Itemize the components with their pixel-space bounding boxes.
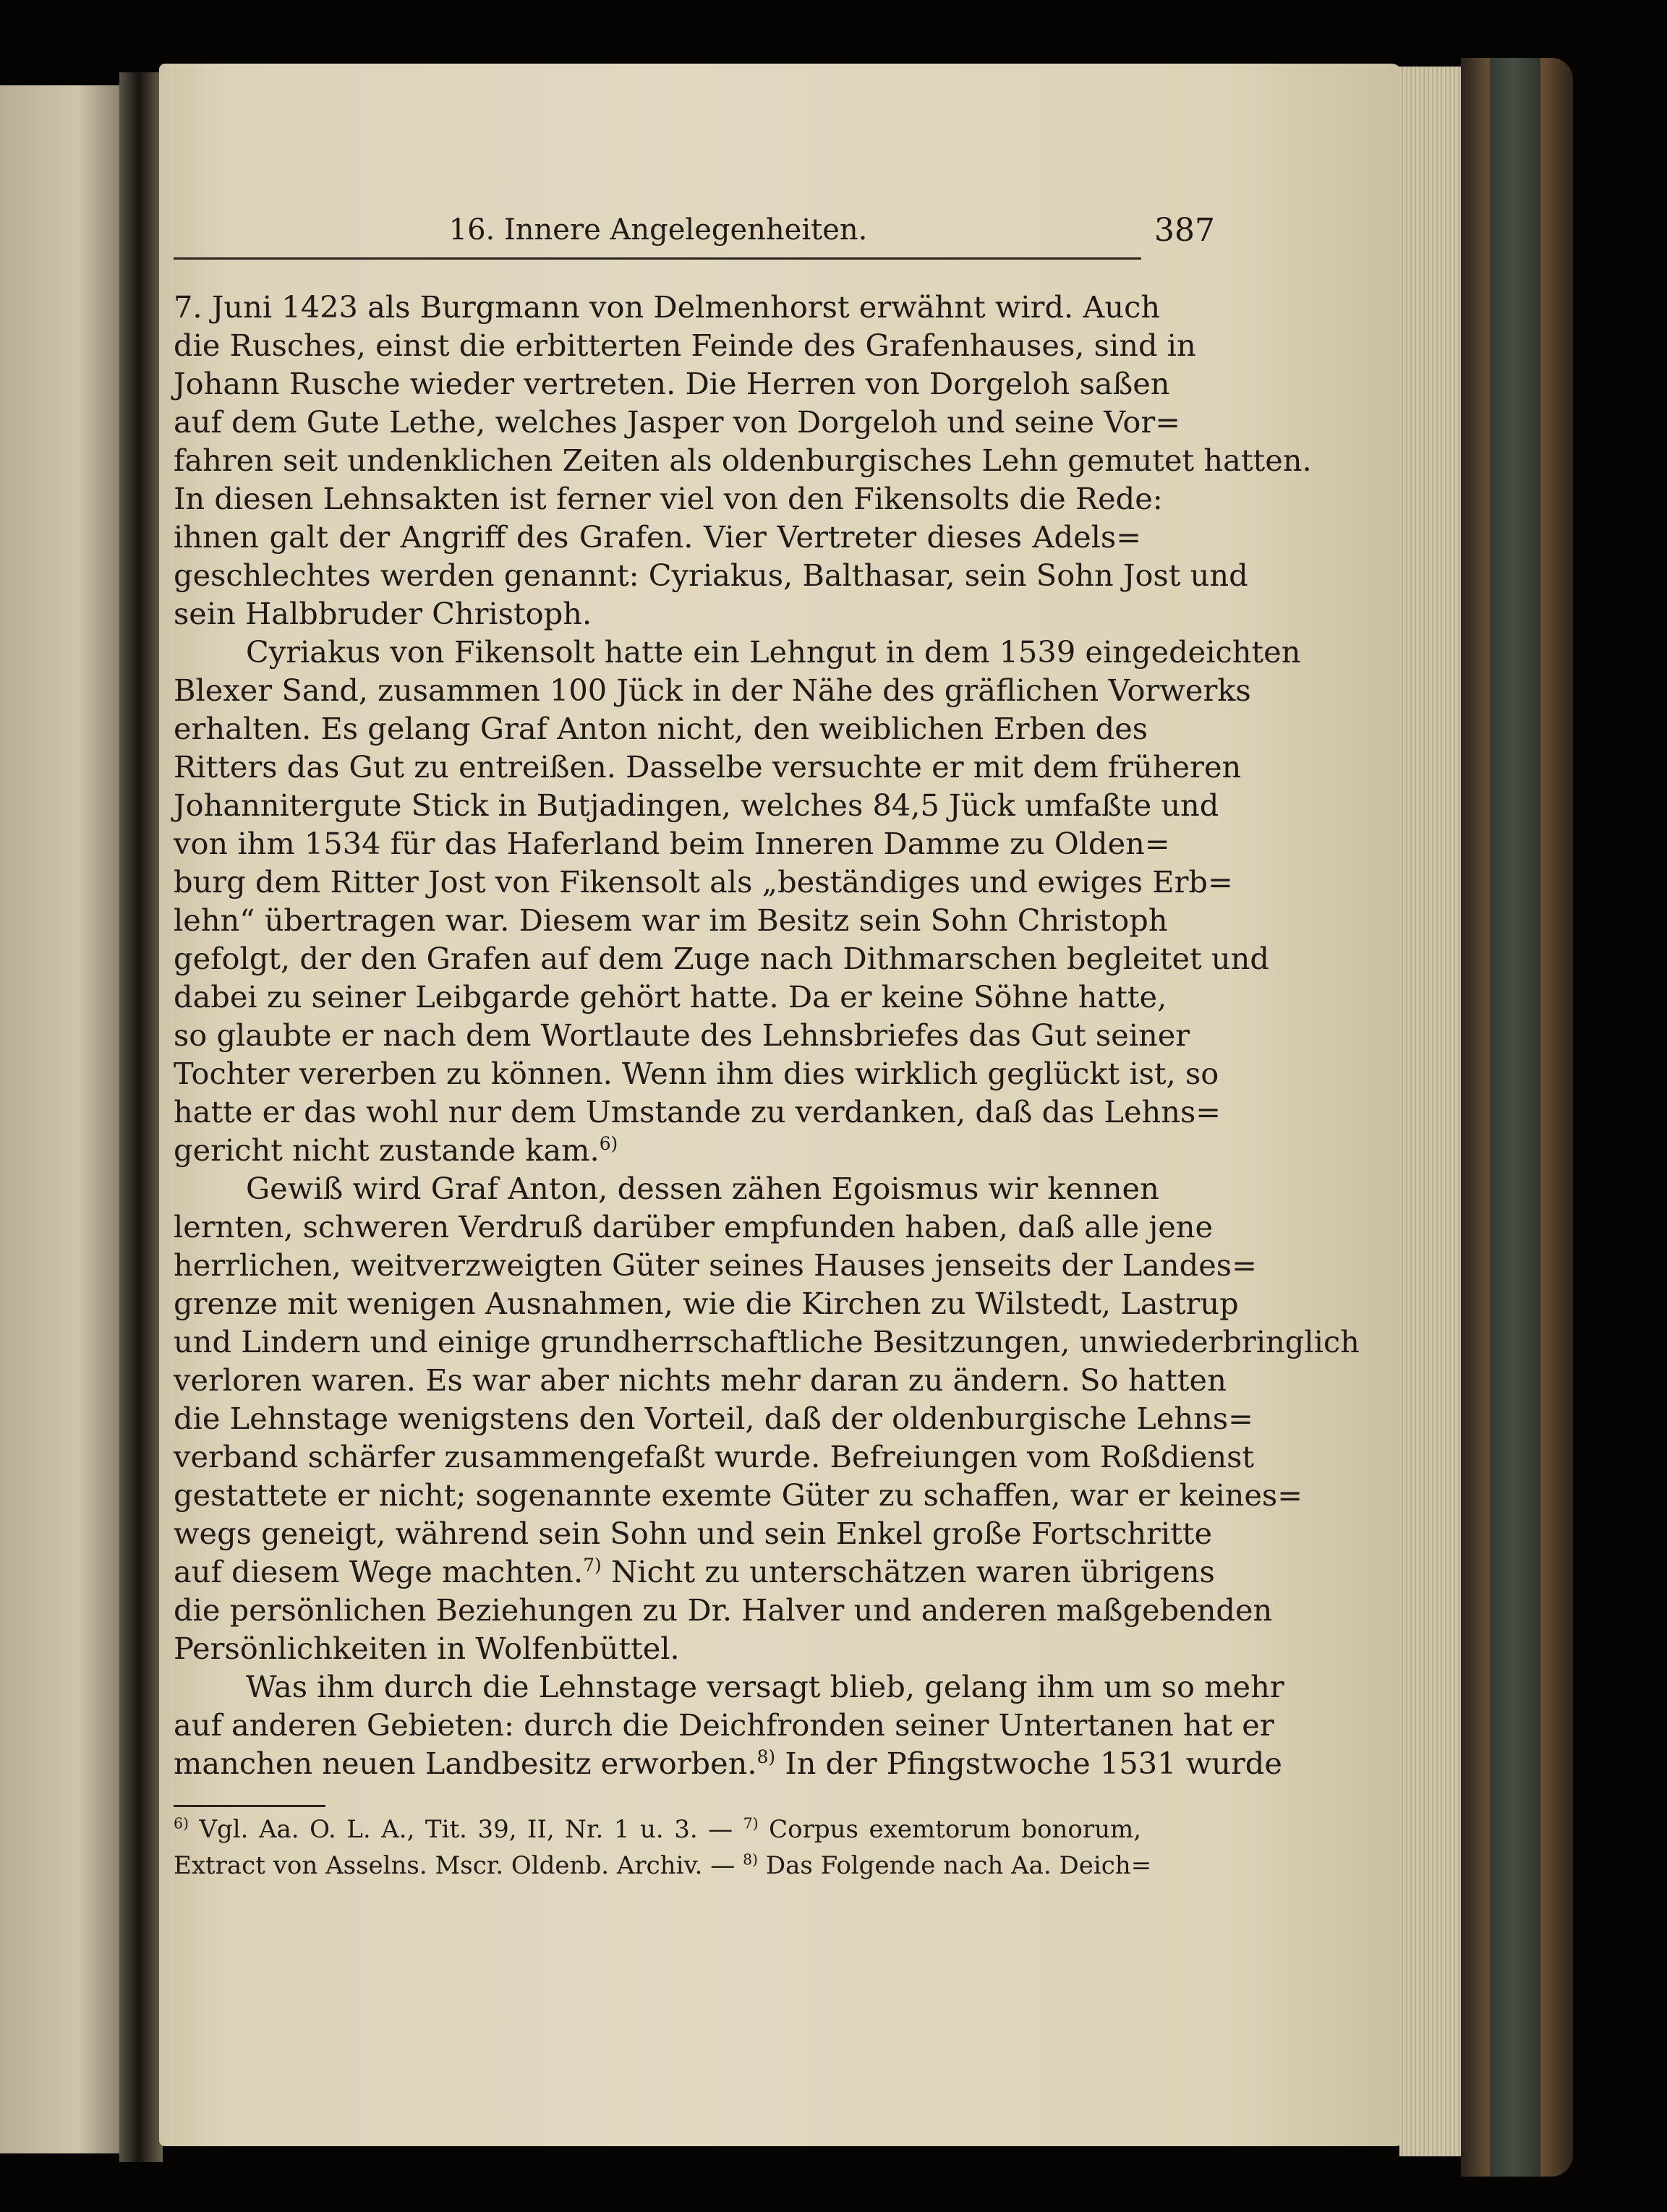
body-line: dabei zu seiner Leibgarde gehört hatte. Da er keine Söhne hatte, [174, 979, 1167, 1015]
footnote-mark: 8) [756, 1746, 776, 1768]
body-line [174, 1132, 1141, 1168]
body-line: fahren seit undenklichen Zeiten als oldenburgisches Lehn gemutet hatten. [174, 443, 1312, 478]
body-line: Tochter vererben zu können. Wenn ihm dies wirklich geglückt ist, so [174, 1056, 1219, 1091]
body-line: Persönlichkeiten in Wolfenbüttel. [174, 1631, 680, 1666]
body-line: sein Halbbruder Christoph. [174, 596, 592, 631]
body-line: auf dem Gute Lethe, welches Jasper von Dorgeloh und seine Vor= [174, 404, 1180, 440]
body-line: grenze mit wenigen Ausnahmen, wie die Kirchen zu Wilstedt, Lastrup [174, 1286, 1239, 1321]
body-line: Blexer Sand, zusammen 100 Jück in der Nähe des gräflichen Vorwerks [174, 672, 1251, 708]
body-line: lehn“ übertragen war. Diesem war im Besitz sein Sohn Christoph [174, 902, 1168, 938]
body-line: Cyriakus von Fikensolt hatte ein Lehngut in dem 1539 eingedeichten [246, 634, 1301, 670]
body-line-text: In der Pfingstwoche 1531 wurde [785, 1746, 1282, 1781]
body-line-text: gericht nicht zustande kam. [174, 1132, 600, 1168]
body-line: In diesen Lehnsakten ist ferner viel von den Fikensolts die Rede: [174, 481, 1163, 516]
footnote-mark: 6) [174, 1814, 189, 1832]
book-gutter [119, 72, 163, 2162]
body-line: gestattete er nicht; sogenannte exemte Güter zu schaffen, war er keines= [174, 1477, 1303, 1513]
page-number: 387 [1154, 212, 1215, 249]
footnote-mark: 7) [583, 1555, 602, 1576]
footnote-rule [174, 1805, 325, 1807]
body-line: lernten, schweren Verdruß darüber empfunden haben, daß alle jene [174, 1209, 1214, 1244]
body-line: von ihm 1534 für das Haferland beim Inneren Damme zu Olden= [174, 826, 1170, 861]
header-rule [174, 257, 1141, 260]
body-line: verband schärfer zusammengefaßt wurde. Befreiungen vom Roßdienst [174, 1439, 1255, 1474]
cover-spine-band [1490, 58, 1540, 2177]
body-line-text: auf diesem Wege machten. [174, 1554, 584, 1589]
body-line: so glaubte er nach dem Wortlaute des Lehnsbriefes das Gut seiner [174, 1017, 1190, 1053]
running-head: 16. Innere Angelegenheiten. [448, 213, 868, 247]
body-line: wegs geneigt, während sein Sohn und sein Enkel große Fortschritte [174, 1516, 1213, 1551]
body-line-text: Nicht zu unterschätzen waren übrigens [610, 1554, 1215, 1589]
footnote-mark: 7) [743, 1814, 759, 1832]
body-line: auf anderen Gebieten: durch die Deichfronden seiner Untertanen hat er [174, 1707, 1274, 1743]
body-line: Gewiß wird Graf Anton, dessen zähen Egoismus wir kennen [246, 1171, 1159, 1206]
body-line [174, 1554, 1215, 1589]
body-line: 7. Juni 1423 als Burgmann von Delmenhorst erwähnt wird. Auch [174, 289, 1161, 325]
body-line: geschlechtes werden genannt: Cyriakus, Balthasar, sein Sohn Jost und [174, 558, 1248, 593]
body-line: die persönlichen Beziehungen zu Dr. Halver und anderen maßgebenden [174, 1592, 1273, 1628]
body-line: hatte er das wohl nur dem Umstande zu verdanken, daß das Lehns= [174, 1094, 1222, 1130]
body-line: Johann Rusche wieder vertreten. Die Herren von Dorgeloh saßen [174, 366, 1170, 401]
body-line: herrlichen, weitverzweigten Güter seines Hauses jenseits der Landes= [174, 1247, 1257, 1283]
body-line-text: manchen neuen Landbesitz erworben. [174, 1746, 757, 1781]
body-line: burg dem Ritter Jost von Fikensolt als „beständiges und ewiges Erb= [174, 864, 1233, 900]
footnote-mark: 8) [743, 1850, 758, 1869]
body-line: Johannitergute Stick in Butjadingen, welches 84,5 Jück umfaßte und [174, 787, 1219, 823]
body-line: erhalten. Es gelang Graf Anton nicht, den weiblichen Erben des [174, 711, 1148, 746]
left-page-edge [0, 85, 119, 2153]
body-line: Ritters das Gut zu entreißen. Dasselbe versuchte er mit dem früheren [174, 749, 1242, 785]
body-line [174, 1746, 1282, 1781]
page-block-edges [1399, 67, 1465, 2156]
body-line: die Rusches, einst die erbitterten Feinde des Grafenhauses, sind in [174, 328, 1196, 363]
footnote-text: Das Folgende nach Aa. Deich= [765, 1851, 1152, 1880]
footnote-line [174, 1850, 1152, 1880]
body-line: verloren waren. Es war aber nichts mehr daran zu ändern. So hatten [174, 1362, 1227, 1398]
body-line: gefolgt, der den Grafen auf dem Zuge nach Dithmarschen begleitet und [174, 941, 1269, 976]
body-line: Was ihm durch die Lehnstage versagt blieb, gelang ihm um so mehr [246, 1669, 1284, 1704]
footnote-text: Corpus exemtorum bonorum, [769, 1815, 1142, 1844]
body-line: ihnen galt der Angriff des Grafen. Vier Vertreter dieses Adels= [174, 519, 1141, 555]
body-line: und Lindern und einige grundherrschaftliche Besitzungen, unwiederbringlich [174, 1324, 1360, 1359]
footnote-line [174, 1815, 1141, 1844]
body-line: die Lehnstage wenigstens den Vorteil, daß der oldenburgische Lehns= [174, 1401, 1253, 1436]
footnote-text: Extract von Asselns. Mscr. Oldenb. Archiv. — [174, 1851, 736, 1880]
footnote-text: Vgl. Aa. O. L. A., Tit. 39, II, Nr. 1 u. 3. — [199, 1815, 733, 1844]
footnote-mark: 6) [599, 1133, 618, 1155]
